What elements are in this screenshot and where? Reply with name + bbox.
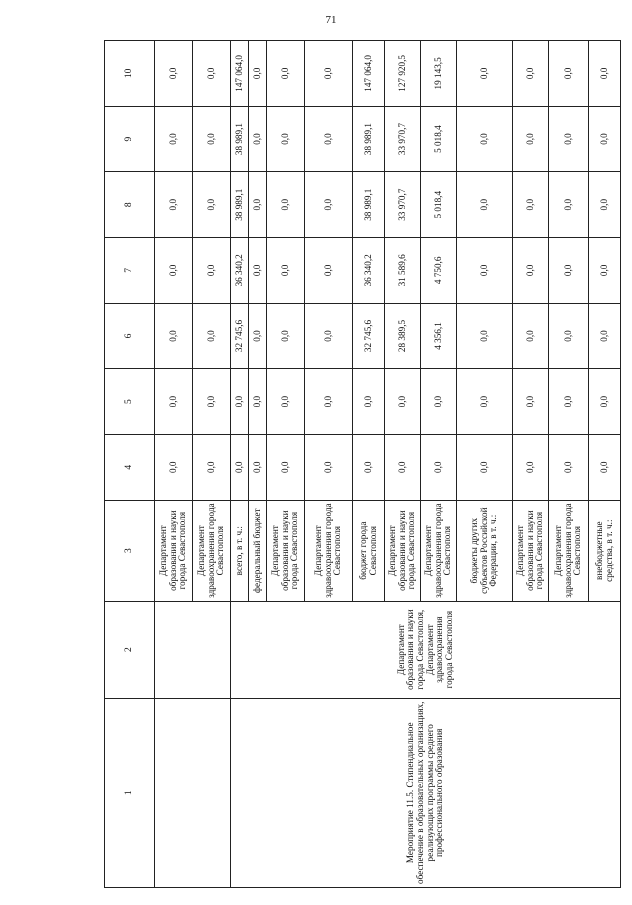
value-cell: 0,0: [249, 369, 267, 435]
header-cell: 4: [105, 434, 155, 500]
value-cell: 38 989,1: [353, 172, 385, 238]
budget-table: [104, 40, 621, 888]
value-cell: 0,0: [267, 238, 305, 304]
value-cell: 38 989,1: [231, 106, 249, 172]
value-cell: 0,0: [155, 434, 193, 500]
value-cell: 0,0: [249, 434, 267, 500]
value-cell: 0,0: [549, 106, 589, 172]
header-cell: 10: [105, 41, 155, 107]
value-cell: 0,0: [513, 238, 549, 304]
value-cell: 0,0: [513, 106, 549, 172]
value-cell: 31 589,6: [385, 238, 421, 304]
value-cell: 0,0: [513, 303, 549, 369]
value-cell: 0,0: [589, 369, 621, 435]
value-cell: 0,0: [193, 172, 231, 238]
value-cell: 0,0: [249, 172, 267, 238]
value-cell: 5 018,4: [421, 172, 457, 238]
value-cell: 0,0: [513, 41, 549, 107]
value-cell: 0,0: [155, 172, 193, 238]
value-cell: 36 340,2: [231, 238, 249, 304]
value-cell: 0,0: [231, 369, 249, 435]
value-cell: 0,0: [193, 434, 231, 500]
source-cell: Департамент образования и науки города Севастополя: [155, 500, 193, 601]
value-cell: 0,0: [193, 106, 231, 172]
value-cell: 0,0: [589, 434, 621, 500]
value-cell: 0,0: [305, 238, 353, 304]
value-cell: 0,0: [267, 172, 305, 238]
header-cell: 1: [105, 698, 155, 887]
header-cell: 6: [105, 303, 155, 369]
value-cell: 5 018,4: [421, 106, 457, 172]
header-cell: 3: [105, 500, 155, 601]
value-cell: 0,0: [305, 172, 353, 238]
value-cell: 0,0: [249, 106, 267, 172]
value-cell: 0,0: [305, 106, 353, 172]
value-cell: 127 920,5: [385, 41, 421, 107]
empty-measure-cell: [155, 698, 231, 887]
value-cell: 0,0: [549, 369, 589, 435]
source-cell: бюджет города Севастополя: [353, 500, 385, 601]
value-cell: 0,0: [267, 434, 305, 500]
value-cell: 0,0: [193, 41, 231, 107]
value-cell: 0,0: [155, 303, 193, 369]
source-cell: Департамент здравоохранения города Севастополя: [549, 500, 589, 601]
source-cell: Департамент образования и науки города Севастополя: [267, 500, 305, 601]
measure-name-cell: Мероприятие 11.5. Стипендиальное обеспечение в образовательных организациях, реализующих программы среднего профессионального образования: [231, 698, 621, 887]
value-cell: 0,0: [513, 434, 549, 500]
header-cell: 9: [105, 106, 155, 172]
value-cell: 0,0: [457, 106, 513, 172]
source-cell: Департамент здравоохранения города Севастополя: [305, 500, 353, 601]
value-cell: 0,0: [155, 238, 193, 304]
value-cell: 38 989,1: [231, 172, 249, 238]
source-cell: федеральный бюджет: [249, 500, 267, 601]
value-cell: 0,0: [249, 303, 267, 369]
value-cell: 32 745,6: [353, 303, 385, 369]
value-cell: 0,0: [193, 303, 231, 369]
value-cell: 0,0: [267, 41, 305, 107]
value-cell: 32 745,6: [231, 303, 249, 369]
value-cell: 0,0: [249, 238, 267, 304]
measure-executors-cell: Департамент образования и науки города Севастополя, Департамент здравоохранения города Севастополя: [231, 601, 621, 698]
value-cell: 4 750,6: [421, 238, 457, 304]
value-cell: 0,0: [385, 369, 421, 435]
value-cell: 0,0: [457, 172, 513, 238]
value-cell: 0,0: [267, 106, 305, 172]
source-cell: внебюджетные средства, в т. ч.:: [589, 500, 621, 601]
value-cell: 147 064,0: [353, 41, 385, 107]
empty-executor-cell: [155, 601, 231, 698]
value-cell: 0,0: [155, 369, 193, 435]
page-number: 71: [325, 14, 337, 26]
value-cell: 0,0: [267, 303, 305, 369]
value-cell: 0,0: [193, 238, 231, 304]
value-cell: 33 970,7: [385, 106, 421, 172]
value-cell: 147 064,0: [231, 41, 249, 107]
value-cell: 0,0: [549, 41, 589, 107]
value-cell: 0,0: [589, 172, 621, 238]
value-cell: 0,0: [231, 434, 249, 500]
budget-table-rotator: [104, 40, 621, 888]
value-cell: 0,0: [385, 434, 421, 500]
budget-table-wrapper: [104, 40, 621, 888]
value-cell: 0,0: [267, 369, 305, 435]
value-cell: 0,0: [249, 41, 267, 107]
value-cell: 0,0: [155, 106, 193, 172]
value-cell: 0,0: [457, 238, 513, 304]
header-cell: 2: [105, 601, 155, 698]
source-cell: Департамент здравоохранения города Севастополя: [193, 500, 231, 601]
value-cell: 0,0: [305, 369, 353, 435]
value-cell: 0,0: [421, 369, 457, 435]
value-cell: 36 340,2: [353, 238, 385, 304]
value-cell: 0,0: [353, 434, 385, 500]
value-cell: 0,0: [589, 303, 621, 369]
value-cell: 0,0: [513, 172, 549, 238]
header-cell: 7: [105, 238, 155, 304]
value-cell: 19 143,5: [421, 41, 457, 107]
value-cell: 0,0: [549, 434, 589, 500]
table-row: [231, 41, 249, 888]
value-cell: 0,0: [305, 41, 353, 107]
value-cell: 0,0: [589, 41, 621, 107]
value-cell: 0,0: [589, 238, 621, 304]
value-cell: 33 970,7: [385, 172, 421, 238]
value-cell: 0,0: [589, 106, 621, 172]
value-cell: 0,0: [305, 303, 353, 369]
table-row: [155, 41, 193, 888]
header-cell: 5: [105, 369, 155, 435]
value-cell: 0,0: [457, 369, 513, 435]
value-cell: 0,0: [457, 303, 513, 369]
value-cell: 0,0: [457, 434, 513, 500]
source-cell: Департамент образования и науки города Севастополя: [385, 500, 421, 601]
value-cell: 0,0: [549, 238, 589, 304]
value-cell: 0,0: [155, 41, 193, 107]
header-cell: 8: [105, 172, 155, 238]
value-cell: 28 389,5: [385, 303, 421, 369]
value-cell: 0,0: [513, 369, 549, 435]
value-cell: 4 356,1: [421, 303, 457, 369]
source-cell: Департамент образования и науки города Севастополя: [513, 500, 549, 601]
value-cell: 0,0: [193, 369, 231, 435]
value-cell: 0,0: [305, 434, 353, 500]
header-row: [105, 41, 155, 888]
value-cell: 0,0: [549, 172, 589, 238]
value-cell: 38 989,1: [353, 106, 385, 172]
source-cell: всего, в т. ч.:: [231, 500, 249, 601]
value-cell: 0,0: [549, 303, 589, 369]
source-cell: бюджеты других субъектов Российской Федерации, в т. ч.:: [457, 500, 513, 601]
value-cell: 0,0: [421, 434, 457, 500]
source-cell: Департамент здравоохранения города Севастополя: [421, 500, 457, 601]
value-cell: 0,0: [353, 369, 385, 435]
value-cell: 0,0: [457, 41, 513, 107]
